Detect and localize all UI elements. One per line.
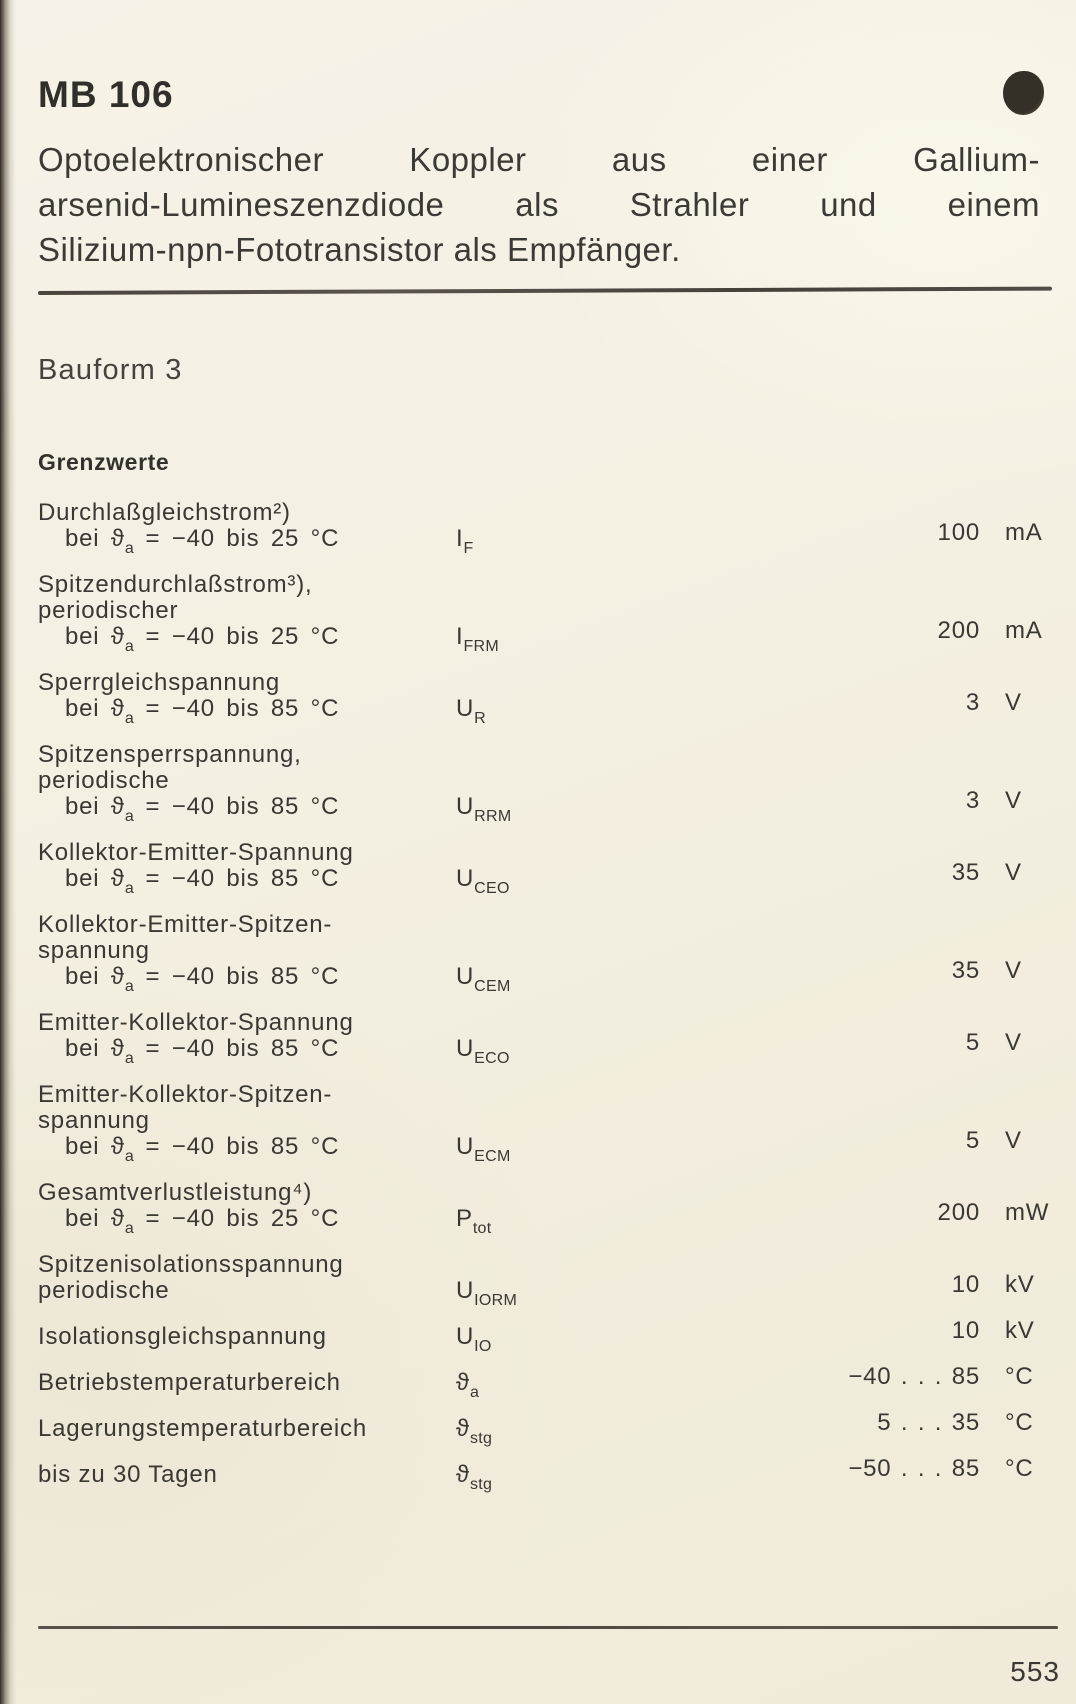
limit-symbol: [450, 963, 600, 995]
limit-row: [38, 669, 1042, 727]
limit-label-line1: Emitter-Kollektor-Spitzen-: [38, 1081, 333, 1108]
condition-text: bei ϑ: [65, 1205, 125, 1232]
condition-range: = −40 bis 25 °C: [134, 623, 340, 650]
limit-label-line1: Isolationsgleichspannung: [38, 1323, 327, 1350]
limit-condition: [65, 1205, 450, 1237]
limit-label-line1: Durchlaßgleichstrom²): [38, 499, 291, 526]
symbol-letter: ϑ: [456, 1369, 470, 1396]
condition-text: bei ϑ: [65, 865, 125, 892]
symbol-letter: U: [456, 1035, 475, 1062]
description-line-2: arsenid-Lumineszenzdiode als Strahler und einem: [38, 186, 1040, 223]
limit-symbol: [450, 793, 600, 825]
limit-unit: mA: [1005, 519, 1043, 546]
condition-text: bei ϑ: [65, 793, 125, 820]
page-header: [38, 0, 1040, 387]
limit-value: −40 . . . 85: [848, 1363, 980, 1390]
limit-value: 10: [951, 1271, 980, 1298]
condition-subscript: a: [124, 880, 135, 897]
limit-unit: kV: [1005, 1317, 1035, 1344]
symbol-subscript: IORM: [474, 1292, 518, 1309]
footer-divider: [38, 1626, 1058, 1629]
bauform-label: Bauform 3: [38, 354, 183, 386]
limits-table: [38, 499, 1050, 1493]
limit-symbol: [450, 1205, 600, 1237]
limit-value: 10: [951, 1317, 980, 1344]
symbol-subscript: a: [469, 1384, 480, 1401]
symbol-letter: U: [456, 1323, 475, 1350]
condition-text: bei ϑ: [65, 695, 125, 722]
limit-symbol: [450, 1323, 600, 1355]
limit-label: [38, 1179, 450, 1237]
symbol-letter: U: [456, 793, 475, 820]
limit-symbol: [450, 623, 600, 655]
limit-row: [38, 1009, 1042, 1067]
limit-value: 5: [965, 1127, 980, 1154]
limit-condition: [65, 1035, 450, 1067]
limit-row: [38, 1251, 1042, 1309]
limit-value: 200: [937, 617, 980, 644]
symbol-letter: P: [456, 1205, 473, 1232]
limit-value: 3: [965, 787, 980, 814]
condition-subscript: a: [124, 1050, 135, 1067]
condition-range: = −40 bis 25 °C: [134, 525, 340, 552]
limit-unit: V: [1005, 689, 1022, 716]
limit-row: [38, 1363, 1042, 1401]
limits-section: [38, 449, 1050, 1508]
limit-row: [38, 741, 1042, 825]
limits-heading: Grenzwerte: [38, 449, 170, 475]
limit-value: 5: [965, 1029, 980, 1056]
limit-label-line1: Spitzendurchlaßstrom³),: [38, 571, 313, 598]
limit-label: [38, 911, 450, 995]
limit-label: [38, 1324, 450, 1350]
limit-label-line1: Betriebstemperaturbereich: [38, 1369, 341, 1396]
limit-row: [38, 911, 1042, 995]
limit-label-line1: Gesamtverlustleistung⁴): [38, 1179, 313, 1206]
condition-subscript: a: [124, 638, 135, 655]
limit-value: 200: [937, 1199, 980, 1226]
limit-condition: [65, 525, 450, 557]
limit-unit: V: [1005, 1029, 1022, 1056]
limit-condition: [65, 963, 450, 995]
page-number: 553: [1010, 1656, 1060, 1687]
symbol-subscript: tot: [472, 1220, 492, 1237]
limit-row: [38, 839, 1042, 897]
limit-label: [38, 1462, 450, 1488]
limit-unit: °C: [1005, 1409, 1034, 1436]
device-id: MB 106: [38, 74, 174, 115]
limit-symbol: [450, 695, 600, 727]
limit-label: [38, 1009, 450, 1067]
symbol-subscript: ECO: [474, 1050, 510, 1067]
limit-label-line2: periodische: [38, 767, 170, 794]
symbol-letter: ϑ: [456, 1461, 470, 1488]
limit-label: [38, 669, 450, 727]
limit-symbol: [450, 1133, 600, 1165]
limit-unit: V: [1005, 1127, 1022, 1154]
limit-unit: °C: [1005, 1455, 1034, 1482]
symbol-letter: ϑ: [456, 1415, 470, 1442]
condition-subscript: a: [124, 808, 135, 825]
symbol-letter: U: [456, 695, 475, 722]
limit-row: [38, 571, 1043, 655]
limit-row: [38, 1455, 1042, 1493]
limit-unit: mA: [1005, 617, 1043, 644]
limit-label-line1: Emitter-Kollektor-Spannung: [38, 1009, 354, 1036]
limit-label-line1: bis zu 30 Tagen: [38, 1461, 218, 1488]
header-divider: [38, 287, 1052, 295]
limit-label: [38, 741, 450, 825]
symbol-subscript: R: [474, 710, 486, 727]
symbol-letter: I: [456, 525, 464, 552]
limit-label: [38, 1252, 450, 1304]
condition-subscript: a: [124, 1220, 135, 1237]
limit-label-line2: spannung: [38, 1107, 150, 1134]
limit-label-line2: spannung: [38, 937, 150, 964]
limit-unit: V: [1005, 957, 1022, 984]
symbol-letter: I: [456, 623, 464, 650]
symbol-letter: U: [456, 865, 475, 892]
symbol-letter: U: [456, 963, 475, 990]
condition-range: = −40 bis 25 °C: [134, 1205, 340, 1232]
condition-subscript: a: [124, 710, 135, 727]
limit-label: [38, 839, 450, 897]
condition-text: bei ϑ: [65, 525, 125, 552]
limit-label: [38, 1416, 450, 1442]
limit-symbol: [450, 1035, 600, 1067]
condition-range: = −40 bis 85 °C: [134, 1035, 340, 1062]
condition-text: bei ϑ: [65, 623, 125, 650]
description-line-1: Optoelektronischer Koppler aus einer Gallium-: [38, 141, 1040, 178]
limit-unit: V: [1005, 787, 1022, 814]
limit-label-line1: Kollektor-Emitter-Spannung: [38, 839, 354, 866]
limit-value: 5 . . . 35: [877, 1409, 980, 1436]
limit-unit: mW: [1005, 1199, 1050, 1226]
limit-condition: [65, 623, 450, 655]
condition-subscript: a: [124, 978, 135, 995]
limit-label-line1: Sperrgleichspannung: [38, 669, 281, 696]
limit-symbol: [450, 1415, 600, 1447]
limit-label-line2: periodischer: [38, 597, 179, 624]
limit-condition: [65, 695, 450, 727]
limit-value: 100: [937, 519, 980, 546]
limit-label: [38, 571, 450, 655]
limit-label-line1: Spitzensperrspannung,: [38, 741, 302, 768]
limit-unit: V: [1005, 859, 1022, 886]
symbol-subscript: IO: [474, 1338, 492, 1355]
symbol-subscript: F: [463, 540, 474, 557]
scan-gutter-shadow: [0, 0, 16, 1704]
symbol-letter: U: [456, 1277, 475, 1304]
condition-range: = −40 bis 85 °C: [134, 695, 340, 722]
limit-symbol: [450, 865, 600, 897]
limit-condition: [65, 1133, 450, 1165]
limit-condition: [65, 865, 450, 897]
limit-label: [38, 499, 450, 557]
limit-symbol: [450, 525, 600, 557]
symbol-subscript: CEM: [474, 978, 511, 995]
description-line-3: Silizium-npn-Fototransistor als Empfänger.: [38, 231, 681, 268]
limit-value: 35: [951, 859, 980, 886]
condition-text: bei ϑ: [65, 1035, 125, 1062]
limit-row: [38, 1081, 1042, 1165]
symbol-subscript: stg: [469, 1476, 493, 1493]
symbol-subscript: ECM: [474, 1148, 511, 1165]
limit-condition: [65, 793, 450, 825]
limit-unit: kV: [1005, 1271, 1035, 1298]
condition-subscript: a: [124, 540, 135, 557]
limit-row: [38, 499, 1043, 557]
limit-row: [38, 1409, 1042, 1447]
limit-row: [38, 1317, 1042, 1355]
symbol-subscript: stg: [469, 1430, 493, 1447]
symbol-letter: U: [456, 1133, 475, 1160]
condition-range: = −40 bis 85 °C: [134, 865, 340, 892]
limit-label-line2: periodische: [38, 1277, 170, 1304]
symbol-subscript: FRM: [463, 638, 500, 655]
condition-subscript: a: [124, 1148, 135, 1165]
condition-range: = −40 bis 85 °C: [134, 793, 340, 820]
limit-unit: °C: [1005, 1363, 1034, 1390]
condition-text: bei ϑ: [65, 1133, 125, 1160]
limit-value: −50 . . . 85: [848, 1455, 980, 1482]
device-description: [38, 137, 1040, 272]
symbol-subscript: RRM: [474, 808, 512, 825]
limit-label: [38, 1370, 450, 1396]
condition-range: = −40 bis 85 °C: [134, 963, 340, 990]
limit-symbol: [450, 1369, 600, 1401]
limit-symbol: [450, 1461, 600, 1493]
limit-symbol: [450, 1277, 600, 1309]
limit-label-line1: Kollektor-Emitter-Spitzen-: [38, 911, 333, 938]
limit-label-line1: Spitzenisolationsspannung: [38, 1251, 344, 1278]
limit-value: 3: [965, 689, 980, 716]
limit-label: [38, 1081, 450, 1165]
limit-row: [38, 1179, 1050, 1237]
condition-range: = −40 bis 85 °C: [134, 1133, 340, 1160]
limit-label-line1: Lagerungstemperaturbereich: [38, 1415, 367, 1442]
condition-text: bei ϑ: [65, 963, 125, 990]
symbol-subscript: CEO: [474, 880, 510, 897]
limit-value: 35: [951, 957, 980, 984]
